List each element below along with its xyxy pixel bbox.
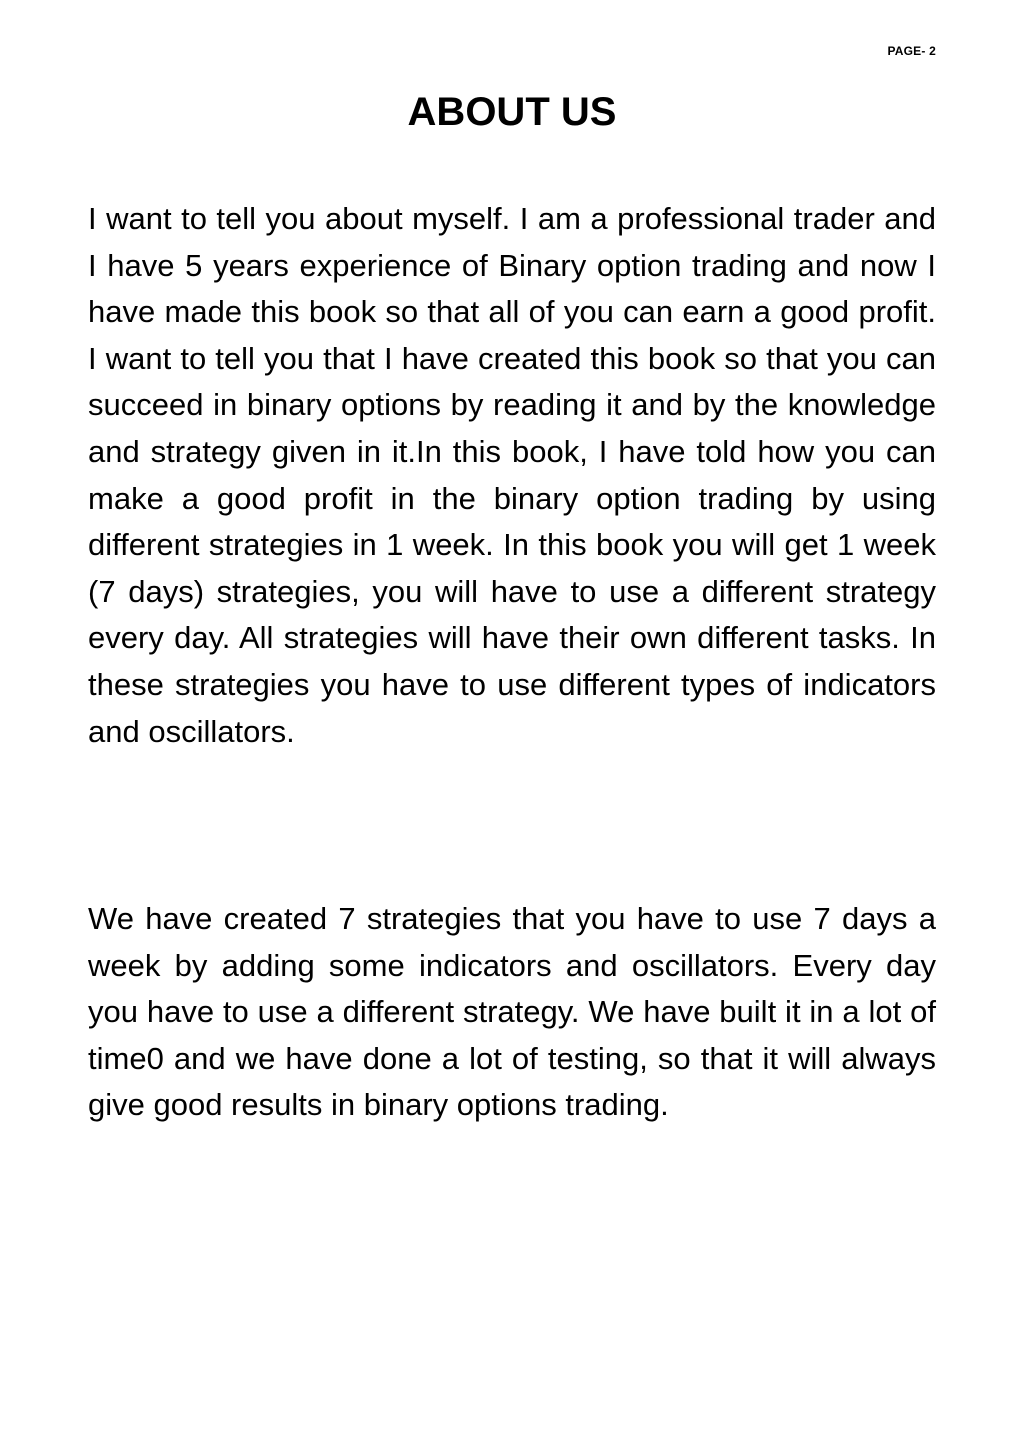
page-title: ABOUT US bbox=[407, 90, 617, 134]
page-number: PAGE- 2 bbox=[887, 44, 936, 58]
paragraph-strategies: We have created 7 strategies that you have to use 7 days a week by adding some indicators and oscillators. Every day you have to use a different strategy. We have built it in a lot of time0 and we have done a lot of testing, so that it will always give good results in binary options trading. bbox=[88, 901, 936, 1123]
paragraph-about-author: I want to tell you about myself. I am a professional trader and I have 5 years experience of Binary option trading and now I have made this book so that all of you can earn a good profit. I want to tell you that I have created this book so that you can succeed in binary options by reading it and by the knowledge and strategy given in it.In this book, I have told how you can make a good profit in the binary option trading by using different strategies in 1 week. In this book you will get 1 week (7 days) strategies, you will have to use a different strategy every day. All strategies will have their own different tasks. In these strategies you have to use different types of indicators and oscillators. bbox=[88, 201, 936, 749]
